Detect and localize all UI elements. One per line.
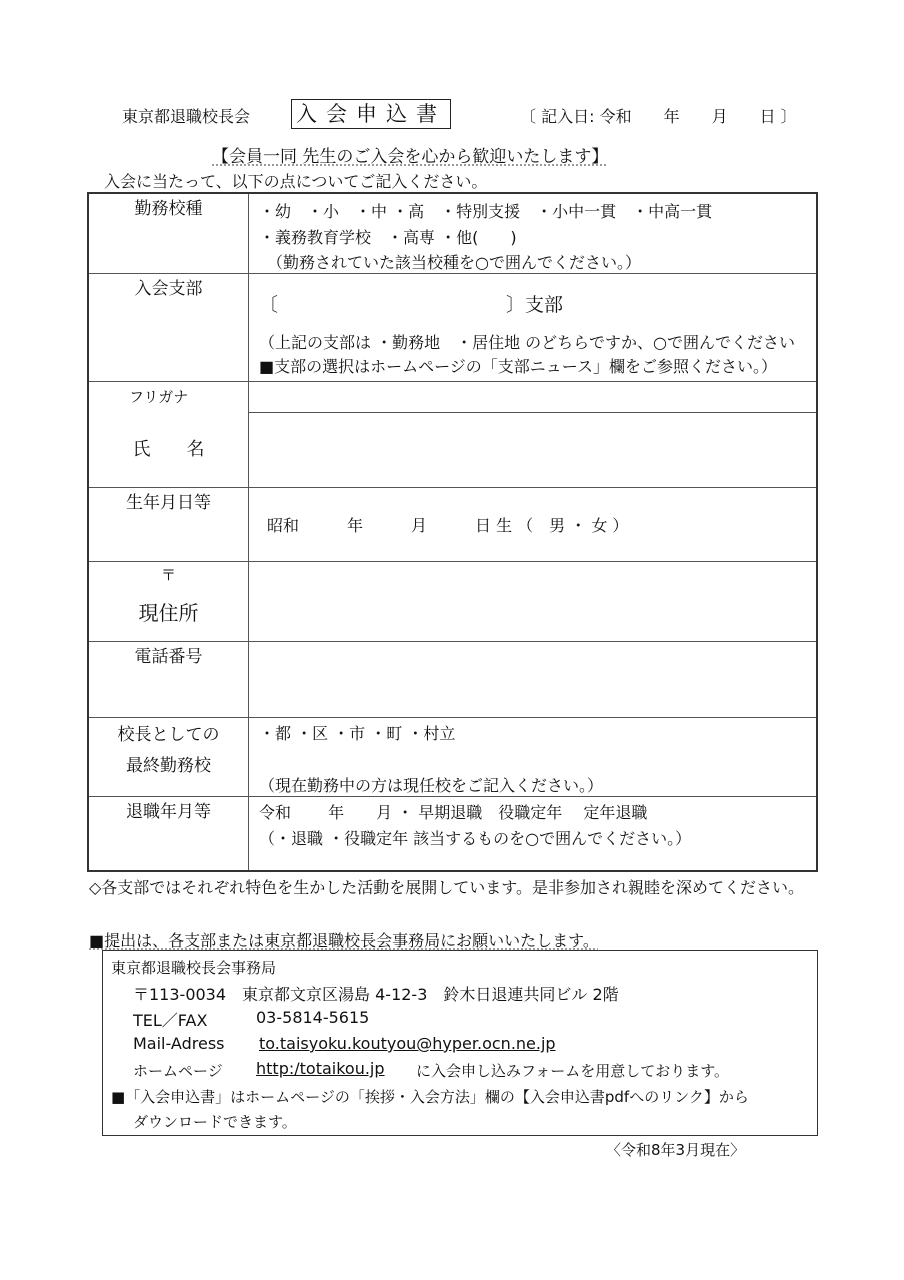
furigana-input[interactable] bbox=[249, 381, 818, 412]
homepage-note: に入会申し込みフォームを用意しております。 bbox=[416, 1062, 730, 1080]
retirement-line-1[interactable]: 令和 年 月 ・ 早期退職 役職定年 定年退職 bbox=[259, 802, 648, 822]
org-name: 東京都退職校長会 bbox=[122, 107, 251, 126]
office-address: 〒113-0034 東京都文京区湯島 4-12-3 鈴木日退連共同ビル 2階 bbox=[133, 985, 619, 1004]
branch-note-2: ■支部の選択はホームページの「支部ニュース」欄をご参照ください。） bbox=[259, 356, 777, 376]
address-input[interactable] bbox=[249, 561, 818, 641]
phone-input[interactable] bbox=[249, 641, 818, 717]
retirement-line-2: （・退職 ・役職定年 該当するものを○で囲んでください。） bbox=[259, 828, 692, 848]
last-school-note: （現在勤務中の方は現任校をご記入ください。） bbox=[259, 775, 604, 795]
label-phone: 電話番号 bbox=[88, 641, 249, 717]
form-title: 入会申込書 bbox=[291, 99, 451, 129]
welcome-message: 【会員一同 先生のご入会を心から歓迎いたします】 bbox=[212, 147, 609, 167]
name-input[interactable] bbox=[249, 412, 818, 487]
birth-cell[interactable] bbox=[249, 487, 818, 561]
label-address: 現住所 bbox=[138, 600, 199, 625]
office-contact-box bbox=[102, 950, 818, 1136]
download-note-2: ダウンロードできます。 bbox=[133, 1113, 297, 1131]
label-retirement: 退職年月等 bbox=[88, 796, 249, 871]
label-last-school-cell bbox=[88, 717, 249, 796]
row-school-type bbox=[88, 193, 817, 273]
submission-note: ■提出は、各支部または東京都退職校長会事務局にお願いいたします。 bbox=[89, 931, 599, 950]
branch-field[interactable]: 〔 〕支部 bbox=[259, 293, 564, 316]
label-address-cell bbox=[88, 561, 249, 641]
label-last-school-2: 最終勤務校 bbox=[126, 755, 211, 776]
label-branch: 入会支部 bbox=[88, 273, 249, 381]
application-form-table bbox=[87, 192, 818, 872]
last-school-cell[interactable] bbox=[249, 717, 818, 796]
row-last-school bbox=[88, 717, 817, 796]
homepage-link[interactable]: http:/totaikou.jp bbox=[256, 1059, 385, 1078]
office-name: 東京都退職校長会事務局 bbox=[111, 959, 277, 977]
row-furigana bbox=[88, 381, 817, 412]
label-birth: 生年月日等 bbox=[88, 487, 249, 561]
label-name: 氏 名 bbox=[132, 438, 205, 460]
birth-date-line[interactable]: 昭和 年 月 日 生 （ 男 ・ 女 ） bbox=[267, 515, 629, 535]
branch-note-1: （上記の支部は ・勤務地 ・居住地 のどちらですか、○で囲んでください bbox=[259, 332, 795, 352]
retirement-cell[interactable] bbox=[249, 796, 818, 871]
school-type-options-1[interactable]: ・幼 ・小 ・中 ・高 ・特別支援 ・小中一貫 ・中高一貫 bbox=[259, 202, 713, 221]
instruction-text: 入会に当たって、以下の点についてご記入ください。 bbox=[104, 172, 488, 191]
label-last-school-1: 校長としての bbox=[117, 724, 220, 745]
branch-cell[interactable] bbox=[249, 273, 818, 381]
label-name-cell bbox=[88, 381, 249, 487]
tel-value: 03-5814-5615 bbox=[256, 1008, 370, 1027]
download-note-1: ■「入会申込書」はホームページの「挨拶・入会方法」欄の【入会申込書pdfへのリンク】から bbox=[111, 1088, 749, 1106]
tel-label: TEL／FAX bbox=[133, 1011, 208, 1030]
school-type-cell[interactable] bbox=[249, 193, 818, 273]
postal-mark: 〒 bbox=[160, 565, 176, 584]
branch-activity-note: ◇各支部ではそれぞれ特色を生かした活動を展開しています。是非参加され親睦を深めてください。 bbox=[89, 878, 805, 897]
school-type-note: （勤務されていた該当校種を○で囲んでください。） bbox=[267, 253, 641, 272]
mail-link[interactable]: to.taisyoku.koutyou@hyper.ocn.ne.jp bbox=[259, 1034, 556, 1053]
last-school-options[interactable]: ・都 ・区 ・市 ・町 ・村立 bbox=[259, 723, 456, 743]
mail-label: Mail-Adress bbox=[133, 1034, 225, 1053]
homepage-label: ホームページ bbox=[133, 1062, 223, 1080]
label-furigana: フリガナ bbox=[129, 387, 189, 406]
as-of-date: 〈令和8年3月現在〉 bbox=[606, 1141, 746, 1159]
school-type-options-2[interactable]: ・義務教育学校 ・高専 ・他( ) bbox=[259, 228, 517, 247]
row-phone bbox=[88, 641, 817, 717]
entry-date-label: 〔 記入日: 令和 年 月 日 〕 bbox=[520, 107, 797, 126]
row-birth bbox=[88, 487, 817, 561]
row-retirement bbox=[88, 796, 817, 871]
row-branch bbox=[88, 273, 817, 381]
label-school-type: 勤務校種 bbox=[88, 193, 249, 273]
row-address bbox=[88, 561, 817, 641]
